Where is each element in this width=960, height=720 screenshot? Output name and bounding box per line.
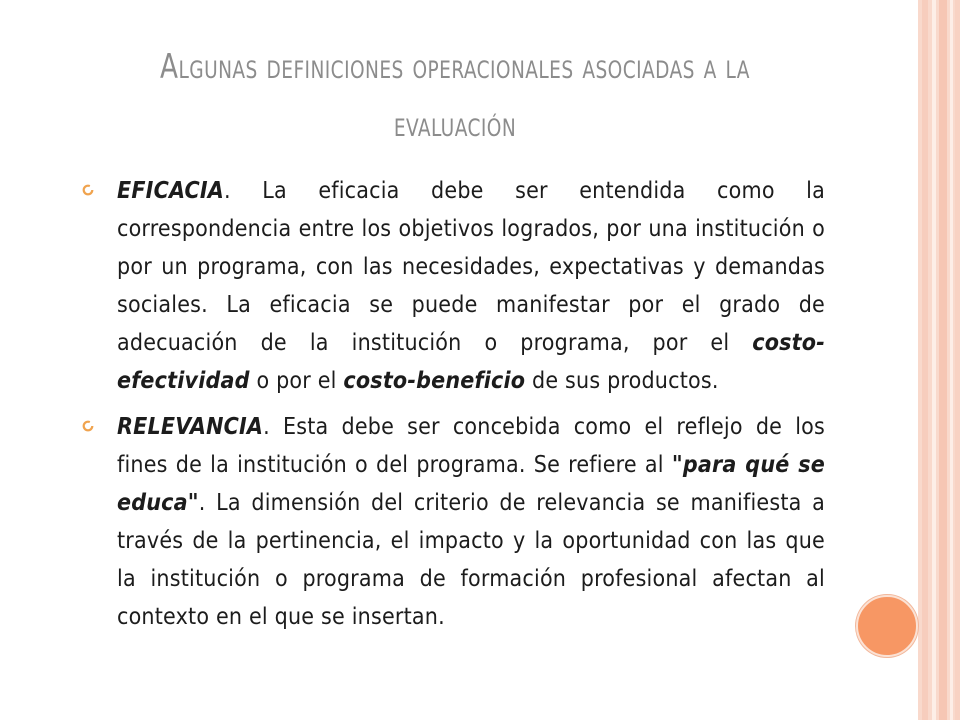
list-item-relevancia	[80, 408, 825, 636]
relevancia-rest: . La dimensión del criterio de relevancia se manifiesta a través de la pertinencia, el impacto y la oportunidad con las que la institución o programa de formación profesional afectan al contexto en el que se insertan.	[117, 490, 825, 630]
stripe-3	[939, 0, 947, 720]
orange-circle-icon	[856, 595, 918, 657]
slide-title: Algunas definiciones operacionales asociadas a la evaluación	[160, 47, 750, 145]
term-eficacia: EFICACIA	[117, 178, 224, 204]
eficacia-mid: o por el	[249, 368, 344, 394]
relevancia-paragraph	[117, 408, 825, 636]
costo-efectividad: costo-efectividad	[117, 330, 825, 394]
eficacia-paragraph	[117, 172, 825, 400]
costo-beneficio: costo-beneficio	[343, 368, 526, 394]
stripe-4	[950, 0, 953, 720]
stripe-2	[932, 0, 936, 720]
term-relevancia: RELEVANCIA	[117, 414, 264, 440]
bullet-list	[80, 172, 825, 644]
eficacia-text: . La eficacia debe ser entendida como la correspondencia entre los objetivos logrados, por una institución o por un programa, con las necesidades, expectativas y demandas sociales. La eficacia se puede manifestar por el grado de adecuación de la institución o programa, por el	[117, 178, 825, 356]
ring-bullet-icon	[82, 184, 94, 196]
list-item-eficacia	[80, 172, 825, 400]
eficacia-end: de sus productos.	[525, 368, 719, 394]
stripe-5	[955, 0, 960, 720]
stripe-1	[922, 0, 928, 720]
para-que-se-educa: "para qué se educa"	[117, 452, 825, 516]
relevancia-text: . Esta debe ser concebida como el reflejo de los fines de la institución o del programa. Se refiere al	[117, 414, 825, 478]
ring-bullet-icon	[82, 420, 94, 432]
